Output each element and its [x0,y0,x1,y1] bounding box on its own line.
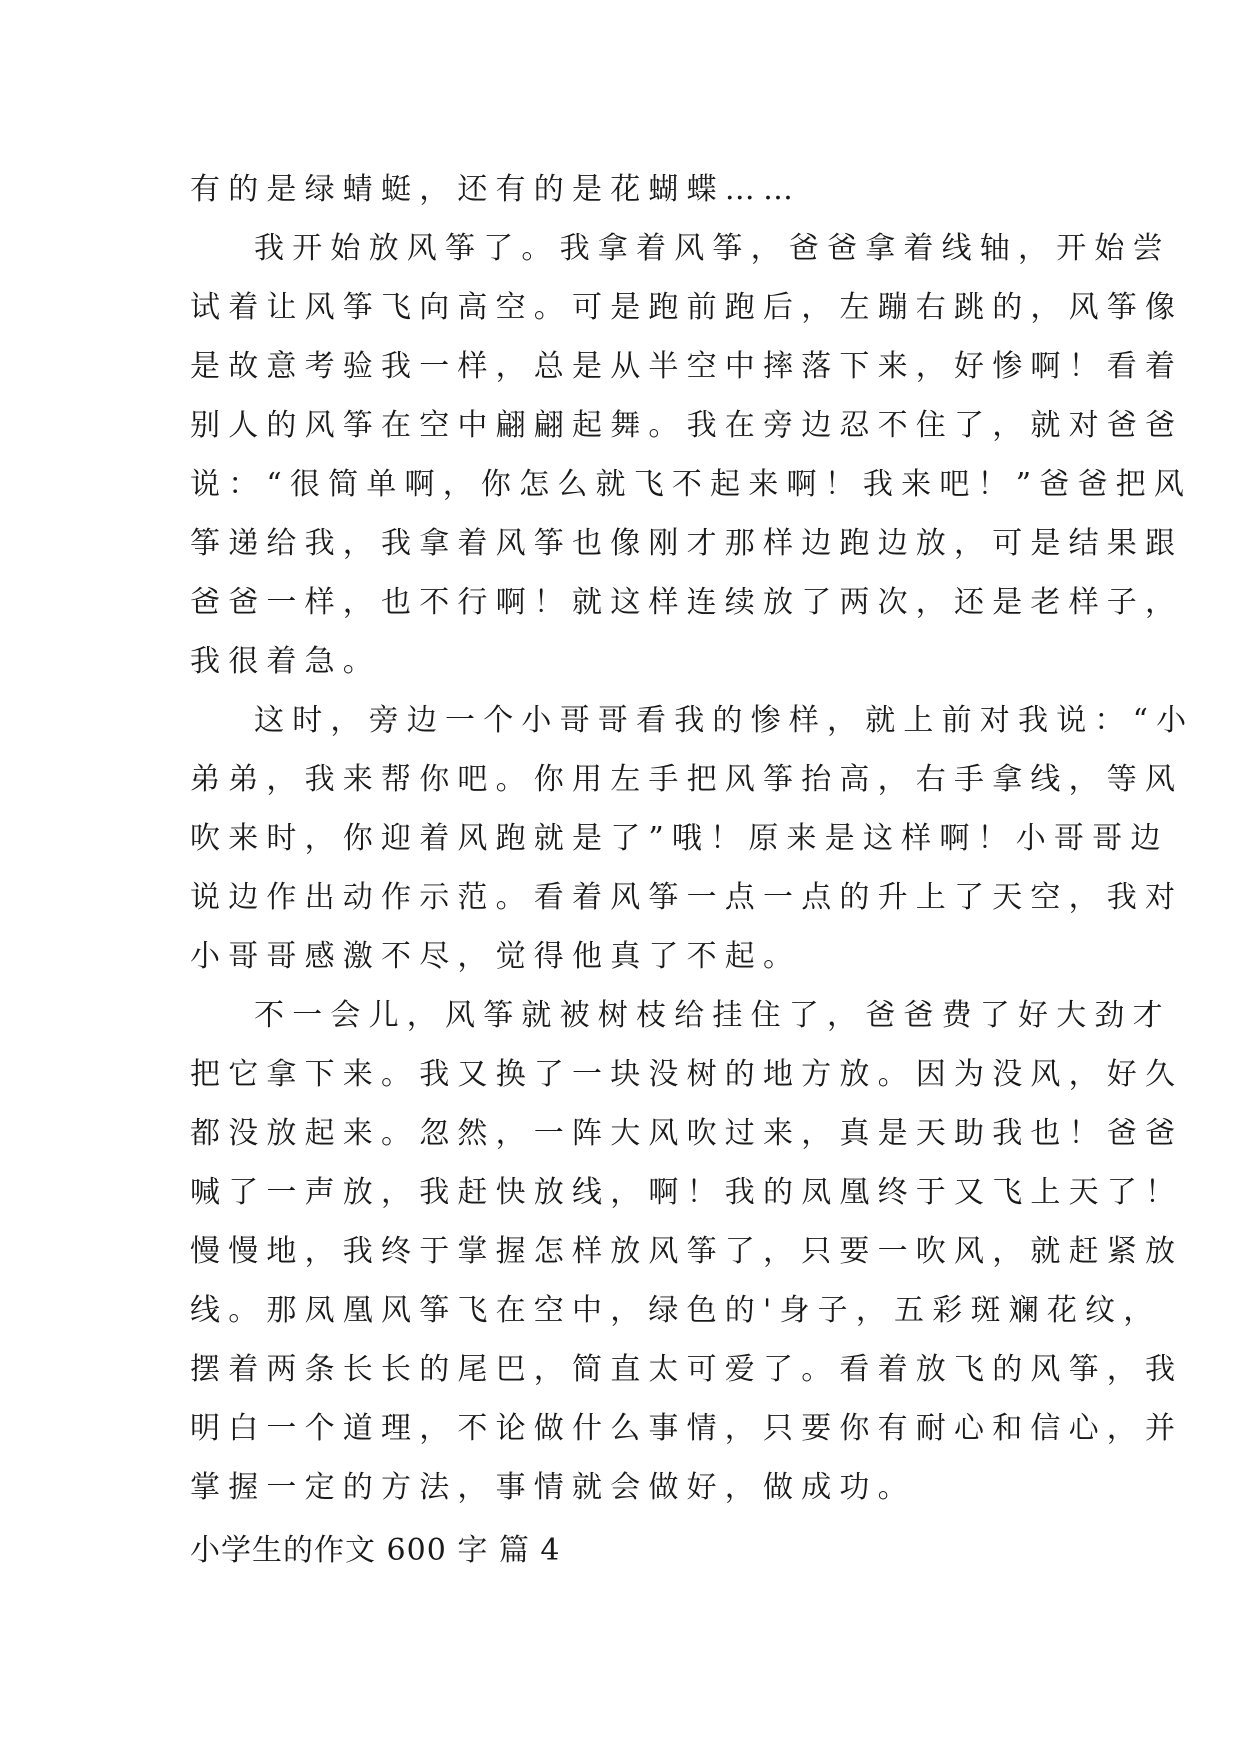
text-line: 别人的风筝在空中翩翩起舞。我在旁边忍不住了，就对爸爸 [190,408,1184,443]
text-line: 把它拿下来。我又换了一块没树的地方放。因为没风，好久 [190,1057,1184,1092]
text-line: 明白一个道理，不论做什么事情，只要你有耐心和信心，并 [190,1411,1184,1446]
text-line: 不一会儿，风筝就被树枝给挂住了，爸爸费了好大劲才 [254,998,1171,1033]
section-heading: 小学生的作文 600 字 篇 4 [190,1533,561,1568]
document-page [190,160,1195,1580]
text-line: 摆着两条长长的尾巴，简直太可爱了。看着放飞的风筝，我 [190,1352,1184,1387]
text-line: 是故意考验我一样，总是从半空中摔落下来，好惨啊！看着 [190,349,1184,384]
text-line: 我很着急。 [190,644,381,679]
text-line: 说：“很简单啊，你怎么就飞不起来啊！我来吧！”爸爸把风 [190,467,1193,502]
text-line: 掌握一定的方法，事情就会做好，做成功。 [190,1470,916,1505]
text-line: 这时，旁边一个小哥哥看我的惨样，就上前对我说：“小 [254,703,1195,738]
text-line: 爸爸一样，也不行啊！就这样连续放了两次，还是老样子， [190,585,1184,620]
text-line: 慢慢地，我终于掌握怎样放风筝了，只要一吹风，就赶紧放 [190,1234,1184,1269]
text-line: 弟弟，我来帮你吧。你用左手把风筝抬高，右手拿线，等风 [190,762,1184,797]
text-line: 说边作出动作示范。看着风筝一点一点的升上了天空，我对 [190,880,1184,915]
text-line: 喊了一声放，我赶快放线，啊！我的凤凰终于又飞上天了！ [190,1175,1184,1210]
text-line: 筝递给我，我拿着风筝也像刚才那样边跑边放，可是结果跟 [190,526,1184,561]
text-line: 小哥哥感激不尽，觉得他真了不起。 [190,939,802,974]
text-line: 我开始放风筝了。我拿着风筝，爸爸拿着线轴，开始尝 [254,231,1171,266]
text-line: 吹来时，你迎着风跑就是了”哦！原来是这样啊！小哥哥边 [190,821,1169,856]
text-line: 有的是绿蜻蜓，还有的是花蝴蝶…… [190,172,802,207]
text-line: 试着让风筝飞向高空。可是跑前跑后，左蹦右跳的，风筝像 [190,290,1184,325]
text-line: 线。那凤凰风筝飞在空中，绿色的'身子，五彩斑斓花纹， [190,1293,1162,1328]
text-line: 都没放起来。忽然，一阵大风吹过来，真是天助我也！爸爸 [190,1116,1184,1151]
